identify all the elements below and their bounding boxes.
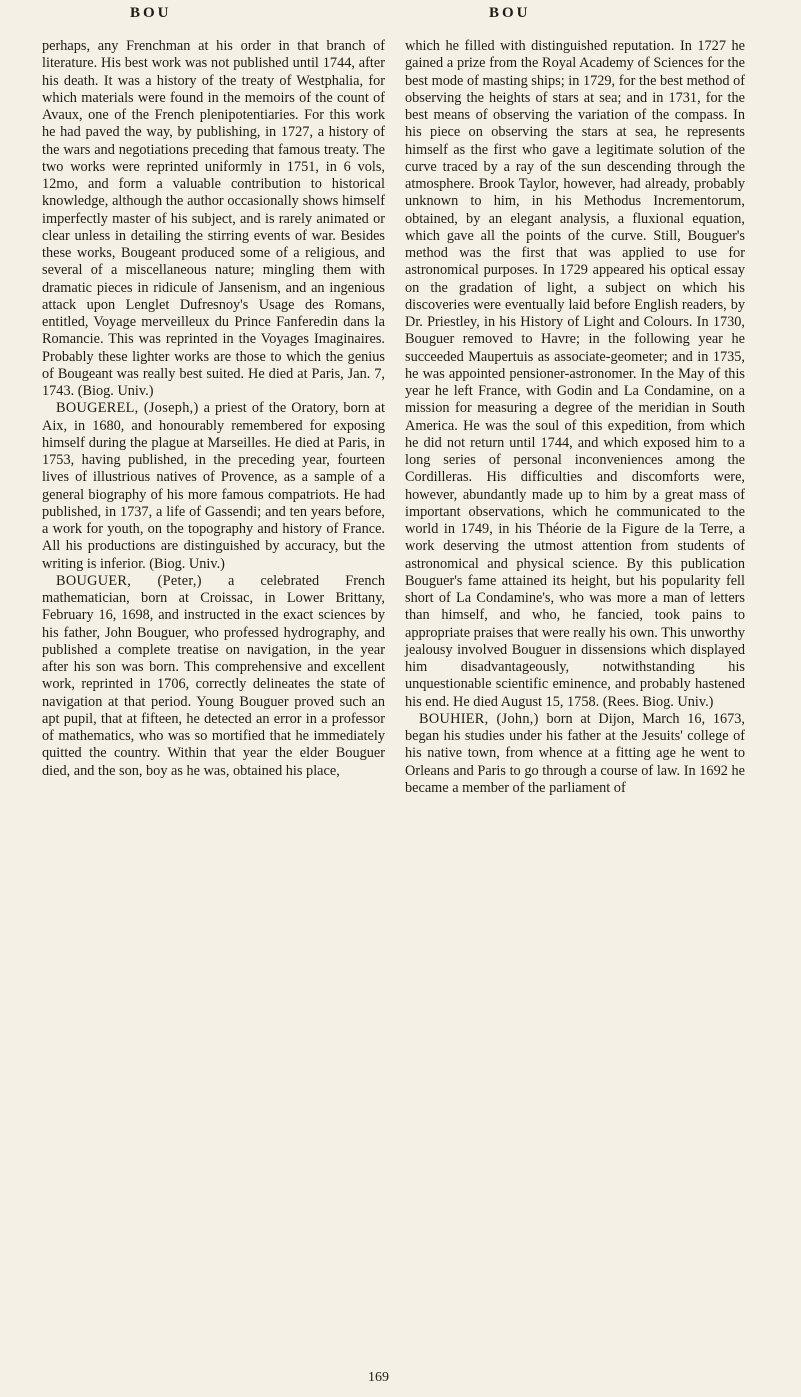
headword-bouguer: BOUGUER, (Peter,): [56, 572, 202, 589]
entry-body-bouguer: a celebrated French mathematician, born at Croissac, in Lower Brittany, February 16, 1698, and instructed in the exact sciences by his father, John Bouguer, who professed hydrography, and published a complete treatise on navigation, in the year after his son was born. This comprehensive and excellent work, reprinted in 1706, correctly delineates the state of navigation at that period. Young Bouguer proved such an apt pupil, that at fifteen, he detected an error in a professor of mathematics, who was so mortified that he immediately quitted the country. Within that year the elder Bouguer died, and the son, boy as he was, obtained his place,: [42, 572, 385, 779]
left-column: [42, 38, 385, 780]
running-head-left: BOU: [130, 5, 172, 21]
entry-bouhier: [405, 711, 745, 797]
headword-bouhier: BOUHIER, (John,): [419, 710, 539, 727]
paragraph-bougeant-continuation: perhaps, any Frenchman at his order in that branch of literature. His best work was not published until 1744, after his death. It was a history of the treaty of Westphalia, for which materials were found in the memoirs of the count of Avaux, one of the French plenipotentiaries. For this work he had paved the way, by publishing, in 1727, a history of the wars and negotiations preceding that famous treaty. The two works were reprinted uniformly in 1751, in 6 vols, 12mo, and form a valuable contribution to historical knowledge, although the author occasionally shows himself imperfectly master of his subject, and is rarely animated or clear unless in detailing the stirring events of war. Besides these works, Bougeant produced some of a religious, and several of a miscellaneous nature; mingling them with dramatic pieces in ridicule of Jansenism, and an ingenious attack upon Lenglet Dufresnoy's Usage des Romans, entitled, Voyage merveilleux du Prince Fanferedin dans la Romancie. This was reprinted in the Voyages Imaginaires. Probably these lighter works are those to which the genius of Bougeant was really best suited. He died at Paris, Jan. 7, 1743. (Biog. Univ.): [42, 38, 385, 399]
entry-bougerel: [42, 400, 385, 573]
right-column: [405, 38, 745, 797]
entry-body-bougerel: a priest of the Oratory, born at Aix, in 1680, and honourably remembered for exposing himself during the plague at Marseilles. He died at Paris, in 1753, having published, in the preceding year, fourteen lives of illustrious natives of Provence, as a sample of a general biography of his more famous compatriots. He had published, in 1737, a life of Gassendi; and ten years before, a work for youth, on the topography and history of France. All his productions are distinguished by accuracy, but the writing is inferior. (Biog. Univ.): [42, 400, 385, 572]
entry-body-bouhier: born at Dijon, March 16, 1673, began his studies under his father at the Jesuits' college of his native town, from whence at a fitting age he went to Orleans and Paris to go through a course of law. In 1692 he became a member of the parliament of: [405, 710, 746, 796]
running-head-right: BOU: [489, 5, 531, 21]
headword-bougerel: BOUGEREL, (Joseph,): [56, 400, 199, 417]
paragraph-bouguer-continuation: which he filled with distinguished reputation. In 1727 he gained a prize from the Royal Academy of Sciences for the best mode of masting ships; in 1729, for the best method of observing the heights of stars at sea; and in 1731, for the best means of observing the variation of the compass. In his piece on observing the stars at sea, he represents himself as the first who gave a legitimate solution of the curve traced by a ray of the sun descending through the atmosphere. Brook Taylor, however, had already, probably unknown to him, in his Methodus Incrementorum, obtained, by an elegant analysis, a fluxional equation, which gave all the points of the curve. Still, Bouguer's method was the first that was applied to use for astronomical purposes. In 1729 appeared his optical essay on the gradation of light, a subject on which his discoveries were eventually laid before English readers, by Dr. Priestley, in his History of Light and Colours. In 1730, Bouguer removed to Havre; in the following year he succeeded Maupertuis as associate-geometer; and in 1735, he was appointed pensioner-astronomer. In the May of this year he left France, with Godin and La Condamine, on a mission for measuring a degree of the meridian in South America. He was the soul of this expedition, from which he did not return until 1744, and which exposed him to a long series of personal inconveniences among the Cordilleras. His difficulties and discomforts were, however, abundantly made up to him by a great mass of important observations, which he communicated to the world in 1749, in his Théorie de la Figure de la Terre, a work deserving the utmost attention from students of astronomical and physical science. By this publication Bouguer's fame attained its height, but his popularity fell short of La Condamine's, who was more a man of letters than himself, and who, he fancied, took pains to appropriate praises that were really his own. This unworthy jealousy involved Bouguer in dissensions which displayed him disadvantageously, notwithstanding his unquestionable scientific eminence, and probably hastened his end. He died August 15, 1758. (Rees. Biog. Univ.): [405, 38, 745, 710]
page-number: 169: [368, 1370, 389, 1385]
entry-bouguer: [42, 573, 385, 780]
